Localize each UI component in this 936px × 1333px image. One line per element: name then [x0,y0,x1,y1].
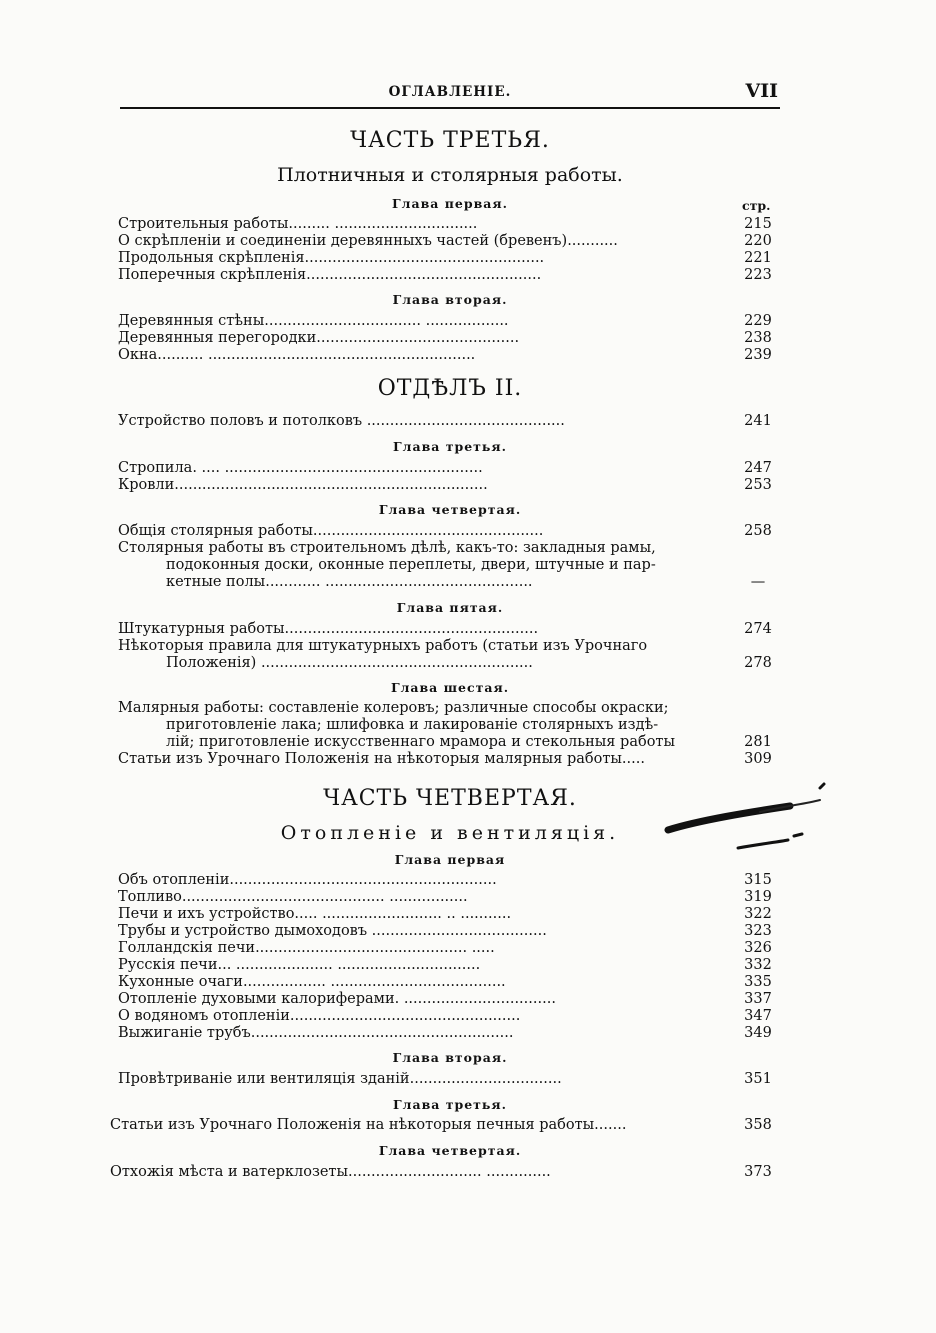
toc-entry: Отхожія мѣста и ватерклозеты............................. .............. [110,1164,551,1180]
toc-entry: Кухонные очаги.................. ...................................... [118,974,506,990]
toc-page: 274 [744,621,772,637]
toc-entry: Объ отопленіи.......................................................... [118,872,497,888]
chapter-heading: Глава первая [394,852,506,867]
toc-page: 332 [744,957,772,973]
page-column-label: стр. [742,198,771,213]
toc-page: 322 [744,906,772,922]
toc-row[interactable] [118,655,778,672]
toc-entry: Топливо............................................ ................. [118,889,468,905]
toc-entry: Штукатурныя работы....................................................... [118,621,539,637]
toc-page: 220 [744,233,772,249]
toc-entry: Печи и ихъ устройство..... .......................... .. ........... [118,906,512,922]
toc-row[interactable] [118,574,778,591]
header-title: ОГЛАВЛЕНІЕ. [388,84,512,100]
chapter-heading: Глава вторая. [392,292,508,307]
running-header [120,82,780,108]
toc-entry: Общія столярныя работы.................................................. [118,523,544,539]
chapter-heading: Глава третья. [393,439,507,454]
toc-row[interactable] [118,889,778,906]
ink-scribble-icon [660,770,840,860]
toc-entry: Стропила. .... ........................................................ [118,460,483,476]
toc-page: 323 [744,923,772,939]
toc-row[interactable] [118,734,778,751]
chapter-heading: Глава четвертая. [378,1143,522,1158]
toc-row[interactable] [118,1025,778,1042]
chapter-heading: Глава пятая. [396,600,504,615]
toc-row[interactable] [118,940,778,957]
toc-row[interactable] [110,1117,778,1134]
toc-entry-line: Положенія) ........................................................... [166,655,533,671]
toc-entry-line: Малярныя работы: составленіе колеровъ; различные способы окраски; [118,700,669,716]
chapter-heading: Глава первая. [392,196,508,211]
toc-row[interactable] [118,413,778,430]
chapter-heading: Глава третья. [393,1097,507,1112]
toc-entry: Кровли.................................................................... [118,477,488,493]
toc-page: 239 [744,347,772,363]
toc-entry: Отопленіе духовыми калориферами. ................................. [118,991,556,1007]
toc-page: 315 [744,872,772,888]
toc-page: 221 [744,250,772,266]
toc-entry-line: лій; приготовленіе искусственнаго мрамора и стекольныя работы [166,734,675,750]
toc-row[interactable] [118,957,778,974]
toc-entry: Устройство половъ и потолковъ ........................................... [118,413,565,429]
toc-page: 281 [744,734,772,750]
section-title: ОТДѢЛЪ II. [377,376,523,401]
toc-row[interactable] [118,1071,778,1088]
toc-page: 241 [744,413,772,429]
toc-page: 319 [744,889,772,905]
toc-row[interactable] [118,330,778,347]
part-title: ЧАСТЬ ТРЕТЬЯ. [350,128,550,153]
toc-row[interactable] [118,991,778,1008]
toc-page: 349 [744,1025,772,1041]
toc-row[interactable] [118,872,778,889]
toc-entry: Трубы и устройство дымоходовъ ...................................... [118,923,547,939]
toc-page: 326 [744,940,772,956]
toc-entry: Голландскія печи.............................................. ..... [118,940,495,956]
toc-entry: Провѣтриваніе или вентиляція зданій................................. [118,1071,562,1087]
toc-entry: Статьи изъ Урочнаго Положенія на нѣкоторыя малярныя работы..... [118,751,645,767]
toc-entry: Продольныя скрѣпленія.................................................... [118,250,545,266]
toc-entry: Деревянныя стѣны.................................. .................. [118,313,509,329]
toc-row[interactable] [118,233,778,250]
toc-page: 258 [744,523,772,539]
toc-row[interactable] [118,313,778,330]
toc-page: — [750,574,766,590]
chapter-heading: Глава четвертая. [378,502,522,517]
toc-row[interactable] [118,267,778,284]
toc-row[interactable] [118,347,778,364]
toc-page: 223 [744,267,772,283]
toc-page: 347 [744,1008,772,1024]
toc-row[interactable] [118,1008,778,1025]
toc-entry-line: подоконныя доски, оконные переплеты, двери, штучные и пар- [166,557,656,573]
toc-row[interactable] [118,216,778,233]
toc-row[interactable] [118,923,778,940]
toc-page: 215 [744,216,772,232]
toc-entry-line: Столярныя работы въ строительномъ дѣлѣ, какъ-то: закладныя рамы, [118,540,656,556]
toc-row[interactable] [118,751,778,768]
toc-entry-line: приготовленіе лака; шлифовка и лакированіе столярныхъ издѣ- [166,717,659,733]
toc-page: 309 [744,751,772,767]
toc-row[interactable] [118,621,778,638]
header-rule [120,107,780,109]
toc-row[interactable] [118,250,778,267]
toc-row[interactable] [118,906,778,923]
toc-entry: Поперечныя скрѣпленія................................................... [118,267,542,283]
toc-page: 247 [744,460,772,476]
part-title: ЧАСТЬ ЧЕТВЕРТАЯ. [323,786,577,811]
toc-row[interactable] [110,1164,778,1181]
toc-entry: Строительныя работы......... ............................... [118,216,478,232]
part-subtitle: Отопленіе и вентиляція. [280,822,620,844]
toc-entry: Деревянныя перегородки............................................ [118,330,520,346]
toc-entry-line: Нѣкоторыя правила для штукатурныхъ работъ (статьи изъ Урочнаго [118,638,648,654]
toc-row[interactable] [118,523,778,540]
toc-page: 337 [744,991,772,1007]
toc-page: 229 [744,313,772,329]
toc-row[interactable] [118,460,778,477]
toc-entry: Выжиганіе трубъ......................................................... [118,1025,514,1041]
toc-entry-line: кетные полы............ ............................................. [166,574,533,590]
toc-page: 358 [744,1117,772,1133]
toc-row[interactable] [118,974,778,991]
toc-page: 373 [744,1164,772,1180]
toc-page: 335 [744,974,772,990]
part-subtitle: Плотничныя и столярныя работы. [277,164,623,186]
toc-entry: О скрѣпленіи и соединеніи деревянныхъ частей (бревенъ)........... [118,233,618,249]
toc-entry: О водяномъ отопленіи.................................................. [118,1008,521,1024]
toc-entry: Окна.......... .......................................................... [118,347,476,363]
chapter-heading: Глава вторая. [392,1050,508,1065]
toc-entry: Русскія печи... ..................... ............................... [118,957,481,973]
toc-page: 278 [744,655,772,671]
chapter-heading: Глава шестая. [390,680,510,695]
page-number: VII [745,80,778,102]
toc-page: 351 [744,1071,772,1087]
toc-page: 253 [744,477,772,493]
toc-entry: Статьи изъ Урочнаго Положенія на нѣкоторыя печныя работы....... [110,1117,627,1133]
toc-row[interactable] [118,477,778,494]
toc-page: 238 [744,330,772,346]
